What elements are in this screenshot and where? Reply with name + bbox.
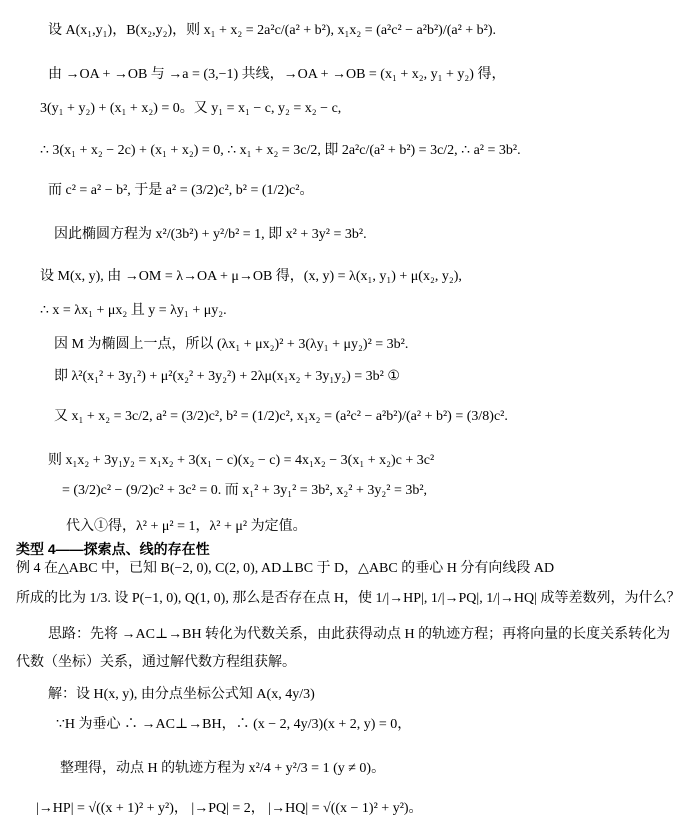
text-line-11: 又 x₁ + x₂ = 3c/2, a² = (3/2)c², b² = (1/2)c², x₁x₂ = (a²c² − a²b²)/(a² + b²) = (3/8)c².: [54, 409, 508, 424]
solution-line-2: ∵H 为垂心 ∴ →AC⊥→BH，∴ (x − 2, 4y/3)(x + 2, y) = 0，: [56, 717, 412, 732]
text-line-3: 3(y₁ + y₂) + (x₁ + x₂) = 0。又 y₁ = x₁ − c, y₂ = x₂ − c,: [40, 101, 342, 116]
text-line-5: 而 c² = a² − b², 于是 a² = (3/2)c², b² = (1/2)c²。: [48, 183, 314, 198]
text-line-4: ∴ 3(x₁ + x₂ − 2c) + (x₁ + x₂) = 0, ∴ x₁ + x₂ = 3c/2, 即 2a²c/(a² + b²) = 3c/2, ∴ a² = 3b².: [40, 143, 521, 158]
solution-line-3: 整理得，动点 H 的轨迹方程为 x²/4 + y²/3 = 1 (y ≠ 0)。: [60, 761, 386, 776]
idea-line-2: 代数（坐标）关系，通过解代数方程组获解。: [16, 655, 296, 670]
idea-line-1: 思路：先将 →AC⊥→BH 转化为代数关系，由此获得动点 H 的轨迹方程；再将向量的长度关系转化为: [48, 627, 671, 642]
text-line-9: 因 M 为椭圆上一点，所以 (λx₁ + μx₂)² + 3(λy₁ + μy₂)² = 3b².: [54, 337, 409, 352]
text-line-14: 代入①得，λ² + μ² = 1，λ² + μ² 为定值。: [66, 519, 307, 534]
text-line-2: 由 →OA + →OB 与 →a = (3,−1) 共线，→OA + →OB = (x₁ + x₂, y₁ + y₂) 得，: [48, 67, 506, 82]
solution-line-1: 解：设 H(x, y), 由分点坐标公式知 A(x, 4y/3): [48, 687, 315, 702]
example-line-2: 所成的比为 1/3. 设 P(−1, 0), Q(1, 0), 那么是否存在点 H，使 1/|→HP|, 1/|→PQ|, 1/|→HQ| 成等差数列，为什么？: [16, 591, 680, 606]
text-line-8: ∴ x = λx₁ + μx₂ 且 y = λy₁ + μy₂.: [40, 303, 227, 318]
text-line-10: 即 λ²(x₁² + 3y₁²) + μ²(x₂² + 3y₂²) + 2λμ(x₁x₂ + 3y₁y₂) = 3b² ①: [54, 369, 400, 384]
text-line-13: = (3/2)c² − (9/2)c² + 3c² = 0. 而 x₁² + 3y₁² = 3b², x₂² + 3y₂² = 3b²,: [62, 483, 428, 498]
text-line-7: 设 M(x, y), 由 →OM = λ→OA + μ→OB 得，(x, y) = λ(x₁, y₁) + μ(x₂, y₂),: [40, 269, 462, 284]
section-heading: 类型 4——探索点、线的存在性: [16, 541, 210, 557]
solution-line-4: |→HP| = √((x + 1)² + y²)， |→PQ| = 2， |→HQ| = √((x − 1)² + y²)。: [36, 801, 423, 816]
text-line-12: 则 x₁x₂ + 3y₁y₂ = x₁x₂ + 3(x₁ − c)(x₂ − c) = 4x₁x₂ − 3(x₁ + x₂)c + 3c²: [48, 453, 435, 468]
example-line-1: 例 4 在△ABC 中，已知 B(−2, 0), C(2, 0), AD⊥BC 于 D，△ABC 的垂心 H 分有向线段 AD: [16, 561, 555, 576]
text-line-1: 设 A(x₁,y₁)，B(x₂,y₂)，则 x₁ + x₂ = 2a²c/(a² + b²), x₁x₂ = (a²c² − a²b²)/(a² + b²).: [48, 23, 497, 38]
text-line-6: 因此椭圆方程为 x²/(3b²) + y²/b² = 1, 即 x² + 3y² = 3b².: [54, 227, 367, 242]
